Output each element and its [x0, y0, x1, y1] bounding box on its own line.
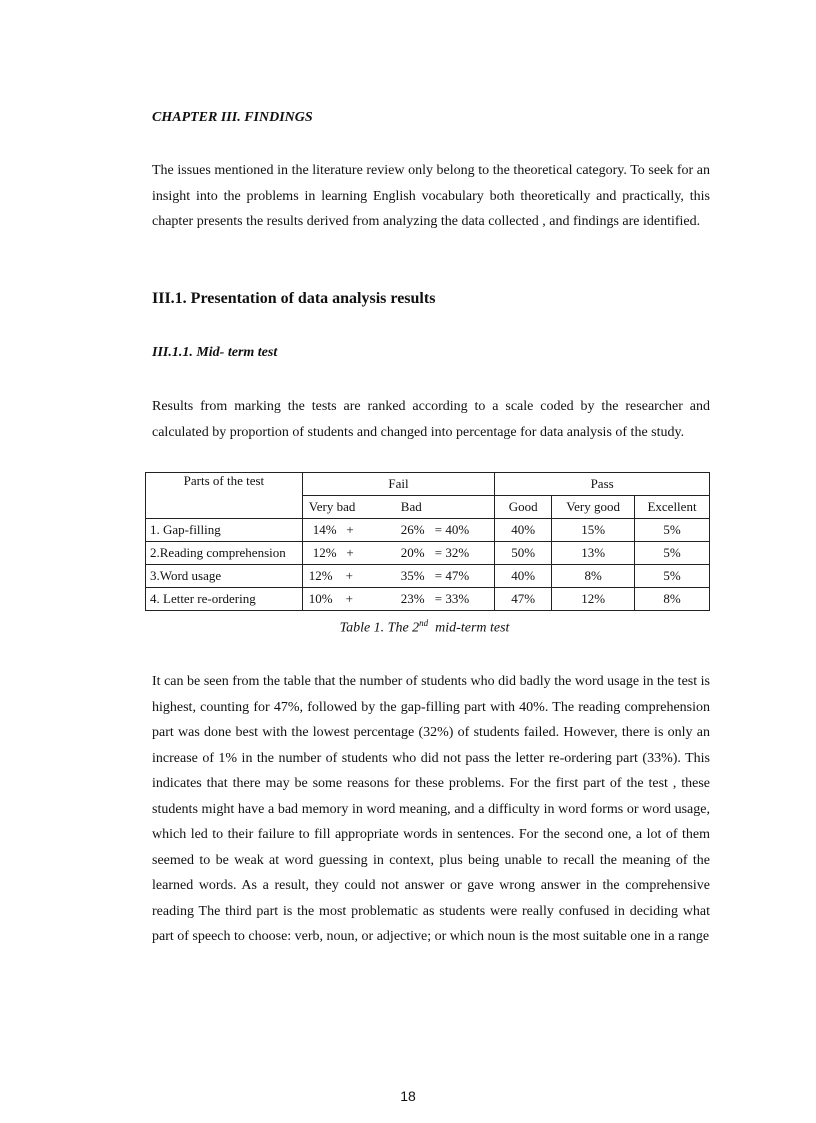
- table-row: [146, 519, 710, 542]
- table-header-row: [146, 473, 710, 496]
- caption-superscript: nd: [419, 618, 429, 628]
- subsection-heading: III.1.1. Mid- term test: [152, 345, 278, 360]
- row-part: 2.Reading comprehension: [146, 542, 303, 565]
- row-good: 40%: [495, 519, 552, 542]
- row-bad: 35%: [400, 568, 425, 583]
- subheader-very-good: Very good: [552, 496, 635, 519]
- row-very-good: 8%: [552, 565, 635, 588]
- table-row: [146, 542, 710, 565]
- row-excellent: 5%: [635, 519, 710, 542]
- row-part: 1. Gap-filling: [146, 519, 303, 542]
- row-part: 4. Letter re-ordering: [146, 588, 303, 611]
- row-very-bad: 10% +: [308, 591, 353, 606]
- row-very-good: 15%: [552, 519, 635, 542]
- row-part: 3.Word usage: [146, 565, 303, 588]
- row-bad: 23%: [400, 591, 425, 606]
- row-fail-total: = 40%: [434, 522, 470, 537]
- row-excellent: 5%: [635, 565, 710, 588]
- intro-paragraph: The issues mentioned in the literature review only belong to the theoretical category. To seek for an insight into the problems in learning English vocabulary both theoretically and practically, this chapter presents the results derived from analyzing the data collected , and findings are identified.: [152, 163, 710, 229]
- row-very-bad: 12% +: [312, 545, 354, 560]
- row-excellent: 5%: [635, 542, 710, 565]
- subheader-very-bad: Very bad: [308, 499, 356, 514]
- table-row: [146, 565, 710, 588]
- row-good: 50%: [495, 542, 552, 565]
- header-fail: Fail: [302, 473, 494, 496]
- header-parts: Parts of the test: [146, 473, 303, 519]
- method-paragraph: Results from marking the tests are ranked according to a scale coded by the researcher and calculated by proportion of students and changed into percentage for data analysis of the study.: [152, 399, 710, 440]
- row-fail: [302, 565, 494, 588]
- discussion-paragraph: It can be seen from the table that the number of students who did badly the word usage in the test is highest, counting for 47%, followed by the gap-filling part with 40%. The reading comprehension part was done best with the lowest percentage (32%) of students failed. However, there is only an increase of 1% in the number of students who did not pass the letter re-ordering part (33%). This indicates that there may be some reasons for these problems. For the first part of the test , these students might have a bad memory in word meaning, and a difficulty in word forms or word usage, which led to their failure to fill appropriate words in sentences. For the second one, a lot of them seemed to be weak at word guessing in context, plus being unable to recall the meaning of the learned words. As a result, they could not answer or gave wrong answer in the comprehensive reading The third part is the most problematic as students were really confused in deciding what part of speech to choose: verb, noun, or adjective; or which noun is the most suitable one in a range: [152, 674, 710, 944]
- chapter-title: CHAPTER III. FINDINGS: [152, 110, 313, 125]
- row-very-bad: 12% +: [308, 568, 353, 583]
- subheader-good: Good: [495, 496, 552, 519]
- table-caption: [152, 618, 697, 637]
- caption-prefix: Table 1. The 2: [339, 620, 420, 636]
- row-very-good: 12%: [552, 588, 635, 611]
- subheader-excellent: Excellent: [635, 496, 710, 519]
- page-number: 18: [400, 1088, 416, 1104]
- row-very-bad: 14% +: [312, 522, 354, 537]
- caption-suffix: mid-term test: [428, 620, 510, 636]
- row-fail: [302, 519, 494, 542]
- results-table: [145, 472, 710, 611]
- section-heading: III.1. Presentation of data analysis results: [152, 290, 436, 307]
- table-row: [146, 588, 710, 611]
- row-fail: [302, 542, 494, 565]
- row-excellent: 8%: [635, 588, 710, 611]
- row-bad: 20%: [400, 545, 425, 560]
- row-fail-total: = 47%: [434, 568, 470, 583]
- row-good: 47%: [495, 588, 552, 611]
- row-fail-total: = 33%: [434, 591, 470, 606]
- subheader-bad: Bad: [400, 499, 422, 514]
- subheader-fail: [302, 496, 494, 519]
- row-good: 40%: [495, 565, 552, 588]
- header-pass: Pass: [495, 473, 710, 496]
- row-bad: 26%: [400, 522, 425, 537]
- row-fail: [302, 588, 494, 611]
- row-very-good: 13%: [552, 542, 635, 565]
- row-fail-total: = 32%: [434, 545, 470, 560]
